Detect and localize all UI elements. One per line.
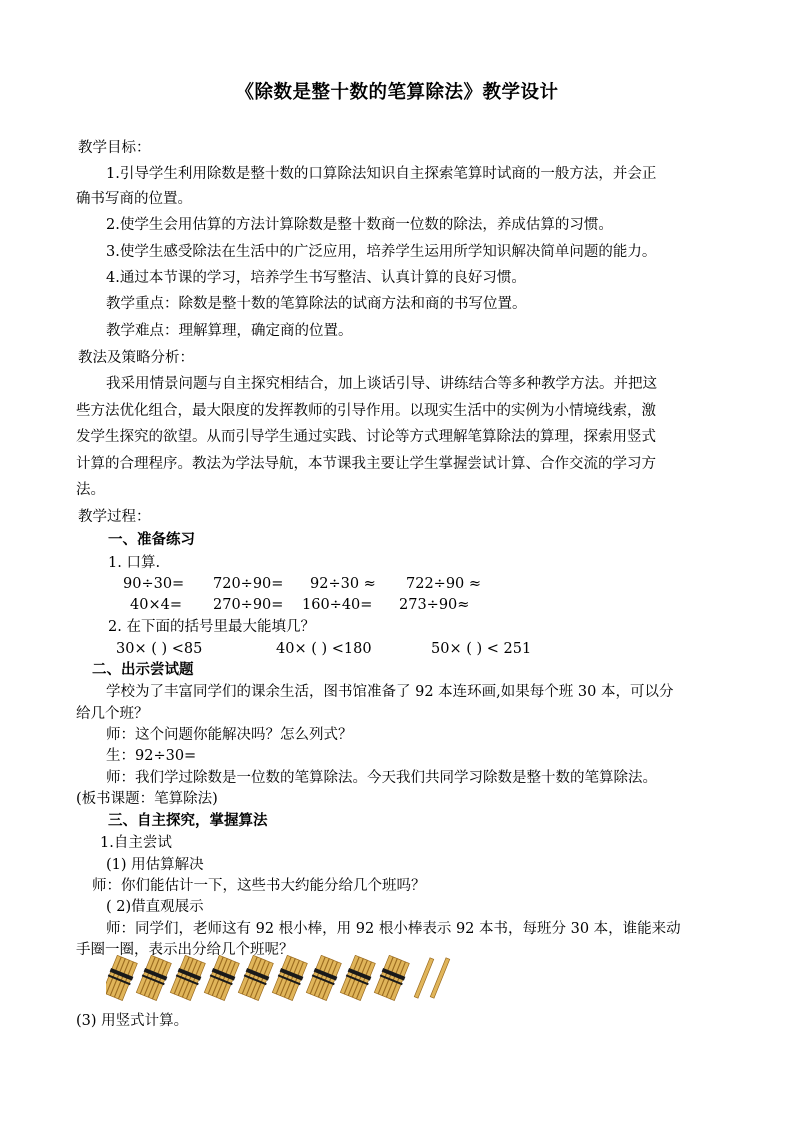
section3-heading: 三、自主探究，掌握算法 xyxy=(108,813,268,829)
stick-bundle xyxy=(271,955,308,1001)
sub-step-1: (1) 用估算解决 xyxy=(106,857,204,873)
calc-item: 92÷30 ≈ xyxy=(310,576,376,592)
section2-heading: 二、出示尝试题 xyxy=(92,662,194,678)
goal-4: 4.通过本节课的学习，培养学生书写整洁、认真计算的良好习惯。 xyxy=(106,270,526,286)
calc-item: 273÷90≈ xyxy=(399,597,470,613)
method-line-2: 些方法优化组合，最大限度的发挥教师的引导作用。以现实生活中的实例为小情境线索，激 xyxy=(76,403,656,419)
goal-1-cont: 确书写商的位置。 xyxy=(76,191,192,207)
problem-text: 学校为了丰富同学们的课余生活，图书馆准备了 92 本连环画,如果每个班 30 本，可以分 xyxy=(106,684,674,700)
goals-heading: 教学目标： xyxy=(78,140,151,156)
document-title: 《除数是整十数的笔算除法》教学设计 xyxy=(235,82,559,103)
student-answer: 生：92÷30= xyxy=(106,748,197,764)
bracket-item: 40× ( ) <180 xyxy=(276,641,372,657)
difficulty: 教学难点：理解算理，确定商的位置。 xyxy=(106,323,353,339)
stick-bundles-image xyxy=(106,955,466,1001)
bracket-item: 50× ( ) < 251 xyxy=(431,641,532,657)
sub-step-3: (3) 用竖式计算。 xyxy=(76,1013,189,1029)
method-line-3: 发学生探究的欲望。从而引导学生通过实践、讨论等方式理解笔算除法的算理，探索用竖式 xyxy=(76,429,656,445)
oral-calc-row-1 xyxy=(123,574,523,594)
stick-bundle xyxy=(305,955,342,1001)
stick-bundle xyxy=(203,955,240,1001)
stick-bundle xyxy=(373,955,410,1001)
method-heading: 教法及策略分析： xyxy=(78,350,194,366)
oral-calc-row-2 xyxy=(130,595,530,615)
step-1: 1.自主尝试 xyxy=(100,835,172,851)
goal-2: 2.使学生会用估算的方法计算除数是整十数商一位数的除法，养成估算的习惯。 xyxy=(106,217,613,233)
stick-bundle xyxy=(237,955,274,1001)
problem-text-cont: 给几个班？ xyxy=(76,706,149,722)
bracket-question: 2. 在下面的括号里最大能填几？ xyxy=(108,619,315,635)
calc-item: 160÷40= xyxy=(302,597,373,613)
single-stick xyxy=(430,958,449,998)
goal-3: 3.使学生感受除法在生活中的广泛应用，培养学生运用所学知识解决简单问题的能力。 xyxy=(106,244,657,260)
stick-bundle xyxy=(135,955,172,1001)
calc-item: 270÷90= xyxy=(213,597,284,613)
method-line-5: 法。 xyxy=(76,482,105,498)
stick-bundle xyxy=(339,955,376,1001)
sub-step-2: ( 2)借直观展示 xyxy=(106,899,204,915)
board-topic: (板书课题：笔算除法) xyxy=(76,791,218,807)
teacher-demo: 师：同学们，老师这有 92 根小棒，用 92 根小棒表示 92 本书，每班分 30 本，谁能来动 xyxy=(106,921,681,937)
goal-1: 1.引导学生利用除数是整十数的口算除法知识自主探索笔算时试商的一般方法，并会正 xyxy=(106,166,657,182)
calc-item: 722÷90 ≈ xyxy=(406,576,482,592)
oral-calc-label: 1. 口算. xyxy=(108,555,161,571)
stick-bundle xyxy=(169,955,206,1001)
calc-item: 40×4= xyxy=(130,597,182,613)
teacher-question: 师：这个问题你能解决吗？怎么列式？ xyxy=(106,727,353,743)
section1-heading: 一、准备练习 xyxy=(108,532,195,548)
method-line-1: 我采用情景问题与自主探究相结合，加上谈话引导、讲练结合等多种教学方法。并把这 xyxy=(106,376,657,392)
method-line-4: 计算的合理程序。教法为学法导航，本节课我主要让学生掌握尝试计算、合作交流的学习方 xyxy=(76,456,656,472)
teacher-estimate: 师：你们能估计一下，这些书大约能分给几个班吗？ xyxy=(92,878,426,894)
bracket-row xyxy=(116,639,576,659)
teacher-intro: 师：我们学过除数是一位数的笔算除法。今天我们共同学习除数是整十数的笔算除法。 xyxy=(106,770,657,786)
stick-bundle xyxy=(106,955,139,1001)
process-heading: 教学过程： xyxy=(78,509,151,525)
calc-item: 90÷30= xyxy=(123,576,185,592)
teacher-demo-cont: 手圈一圈，表示出分给几个班呢？ xyxy=(76,942,294,958)
key-point: 教学重点：除数是整十数的笔算除法的试商方法和商的书写位置。 xyxy=(106,296,527,312)
single-stick xyxy=(414,958,433,998)
calc-item: 720÷90= xyxy=(213,576,284,592)
bracket-item: 30× ( ) <85 xyxy=(116,641,203,657)
